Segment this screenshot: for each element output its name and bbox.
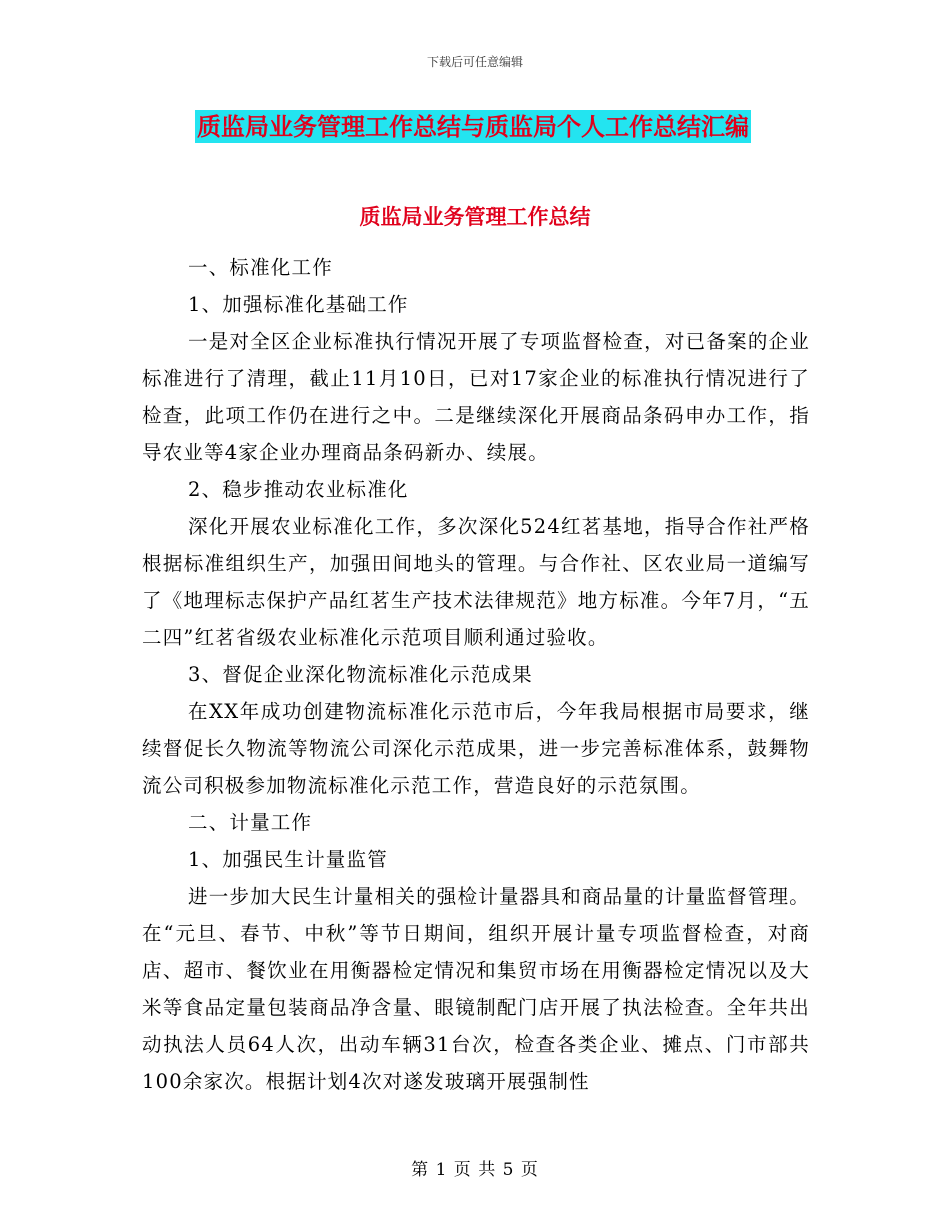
paragraph-logistics-standardization: 在XX年成功创建物流标准化示范市后，今年我局根据市局要求，继续督促长久物流等物流公司深化示范成果，进一步完善标准体系，鼓舞物流公司积极参加物流标准化示范工作，营造良好的示范氛围。 [142, 700, 810, 797]
heading-standardization-work: 一、标准化工作 [188, 256, 333, 279]
section-title: 质监局业务管理工作总结 [359, 204, 591, 229]
heading-metrology-work: 二、计量工作 [188, 811, 313, 834]
paragraph-livelihood-metrology: 进一步加大民生计量相关的强检计量器具和商品量的计量监督管理。在“元旦、春节、中秋”等节日期间，组织开展计量专项监督检查，对商店、超市、餐饮业在用衡器检定情况和集贸市场在用衡器检定情况以及大米等食品定量包装商品净含量、眼镜制配门店开展了执法检查。全年共出动执法人员64人次，出动车辆31台次，检查各类企业、摊点、门市部共100余家次。根据计划4次对遂发玻璃开展强制性 [142, 885, 810, 1093]
document-body [142, 249, 810, 1100]
subheading-logistics-standardization: 3、督促企业深化物流标准化示范成果 [188, 663, 533, 686]
subheading-strengthen-standard-basics: 1、加强标准化基础工作 [188, 293, 409, 316]
subheading-livelihood-metrology: 1、加强民生计量监管 [188, 848, 388, 871]
paragraph-agriculture-standardization: 深化开展农业标准化工作，多次深化524红茗基地，指导合作社严格根据标准组织生产，加强田间地头的管理。与合作社、区农业局一道编写了《地理标志保护产品红茗生产技术法律规范》地方标准。今年7月，“五二四”红茗省级农业标准化示范项目顺利通过验收。 [142, 515, 810, 649]
page-footer: 第 1 页 共 5 页 [411, 1160, 539, 1180]
header-note: 下载后可任意编辑 [426, 55, 523, 69]
paragraph-standard-inspection: 一是对全区企业标准执行情况开展了专项监督检查，对已备案的企业标准进行了清理，截止11月10日，已对17家企业的标准执行情况进行了检查，此项工作仍在进行之中。二是继续深化开展商品条码申办工作，指导农业等4家企业办理商品条码新办、续展。 [142, 330, 810, 464]
subheading-agriculture-standardization: 2、稳步推动农业标准化 [188, 478, 409, 501]
document-main-title: 质监局业务管理工作总结与质监局个人工作总结汇编 [197, 112, 749, 141]
